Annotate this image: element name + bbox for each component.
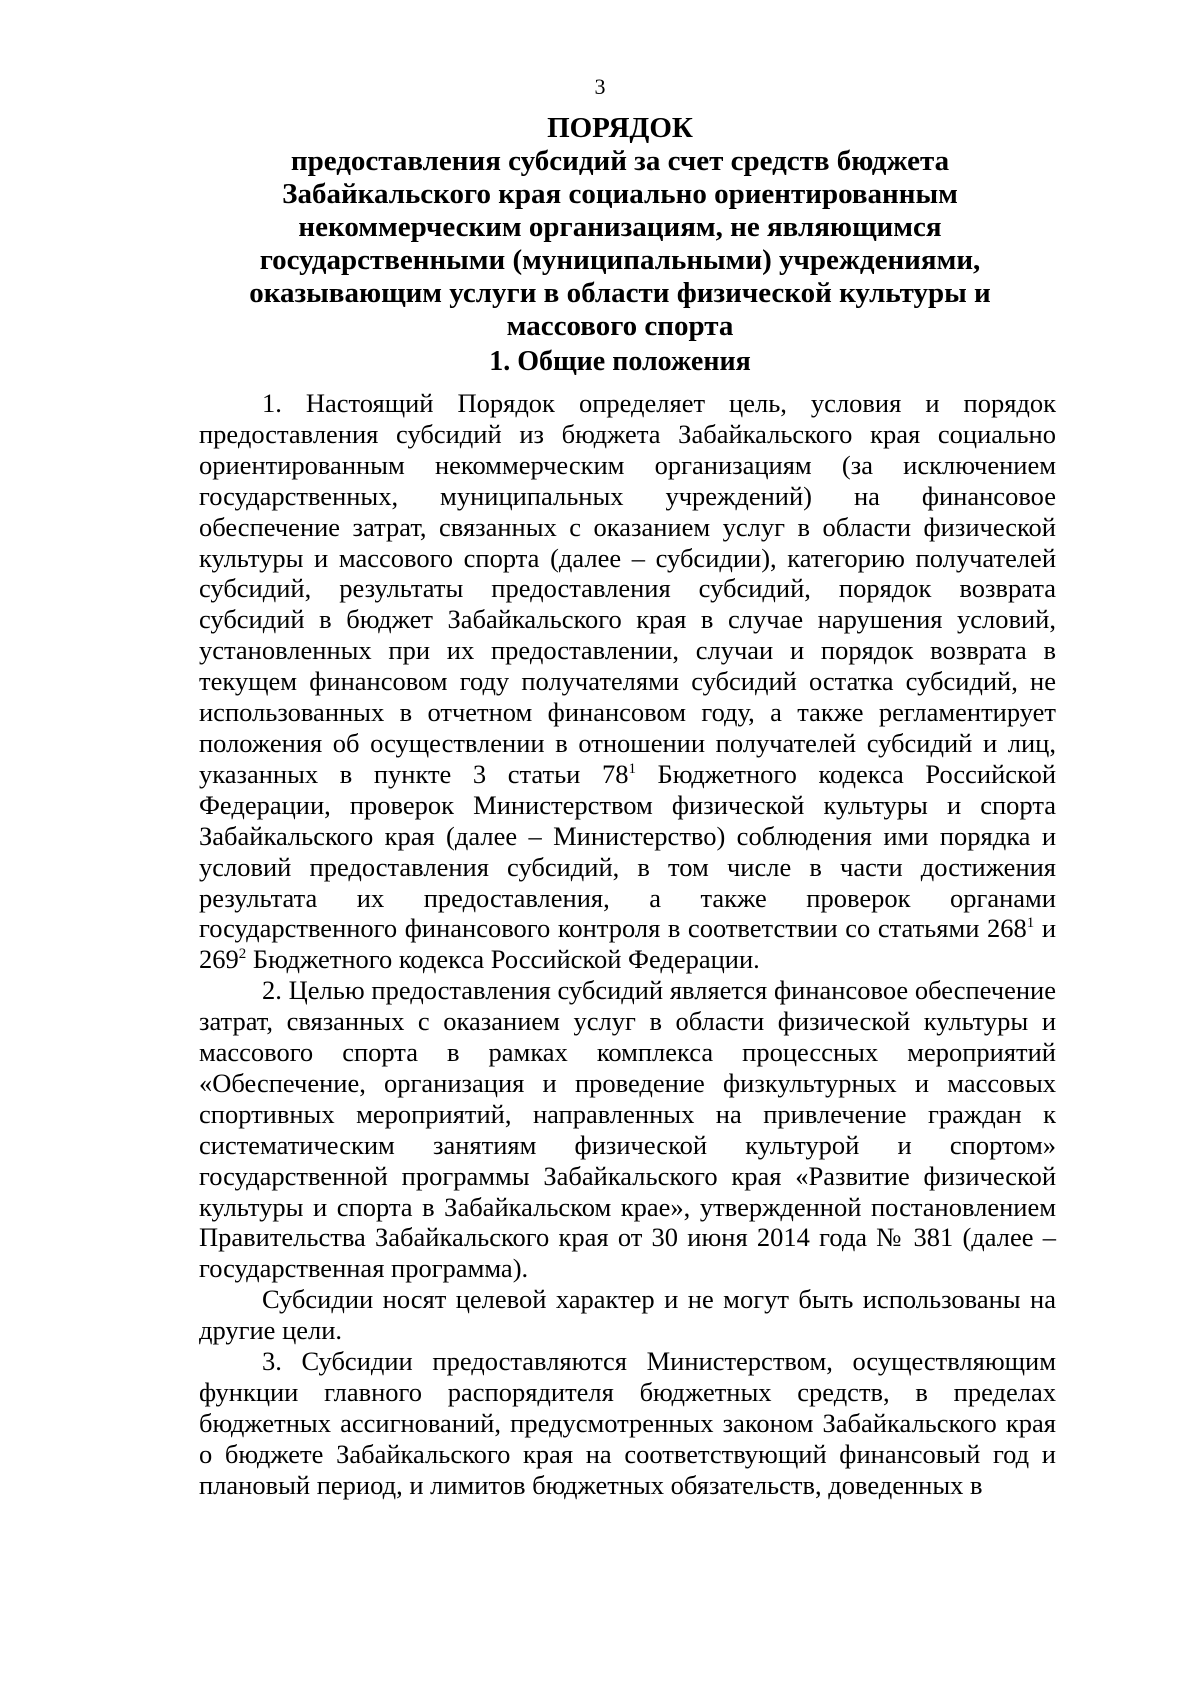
paragraph-4: 3. Субсидии предоставляются Министерством, осуществляющим функции главного распорядителя бюджетных средств, в пределах бюджетных ассигнований, предусмотренных законом Забайкальского края о бюджете Забайкальского края на соответствующий финансовый год и плановый период, и лимитов бюджетных обязательств, доведенных в [199, 1346, 1056, 1500]
paragraph-1-text-b: Бюджетного кодекса Российской Федерации, проверок Министерством физической культуры и спорта Забайкальского края (далее – Министерство) соблюдения ими порядка и условий предоставления субсидий, в том числе в части достижения результата их предоставления, а также проверок органами государственного финансового контроля в соответствии со статьями 268 [199, 758, 1057, 944]
document-body [199, 388, 1056, 1501]
paragraph-1 [199, 388, 1056, 975]
superscript-268-1: 1 [1026, 915, 1035, 932]
page-number: 3 [594, 74, 606, 99]
paragraph-3: Субсидии носят целевой характер и не могут быть использованы на другие цели. [199, 1284, 1056, 1346]
paragraph-2: 2. Целью предоставления субсидий является финансовое обеспечение затрат, связанных с оказанием услуг в области физической культуры и массового спорта в рамках комплекса процессных мероприятий «Обеспечение, организация и проведение физкультурных и массовых спортивных мероприятий, направленных на привлечение граждан к систематическим занятиям физической культурой и спортом» государственной программы Забайкальского края «Развитие физической культуры и спорта в Забайкальском крае», утвержденной постановлением Правительства Забайкальского края от 30 июня 2014 года № 381 (далее – государственная программа). [199, 975, 1056, 1284]
title-main: ПОРЯДОК [547, 112, 693, 144]
superscript-78-1: 1 [628, 760, 636, 777]
title-subtitle: предоставления субсидий за счет средств бюджета Забайкальского края социально ориентированным некоммерческим организациям, не являющимся государственными (муниципальными) учреждениями, оказывающим услуги в области физической культуры и массового спорта [249, 145, 991, 342]
paragraph-1-text-c: и 269 [199, 913, 1056, 975]
paragraph-1-text-a: 1. Настоящий Порядок определяет цель, условия и порядок предоставления субсидий из бюджета Забайкальского края социально ориентированным некоммерческим организациям (за исключением государственных, муниципальных учреждений) на финансовое обеспечение затрат, связанных с оказанием услуг в области физической культуры и массового спорта (далее – субсидии), категорию получателей субсидий, результаты предоставления субсидий, порядок возврата субсидий в бюджет Забайкальского края в случае нарушения условий, установленных при их предоставлении, случаи и порядок возврата в текущем финансовом году получателями субсидий остатка субсидий, не использованных в отчетном финансовом году, а также регламентирует положения об осуществлении в отношении получателей субсидий и лиц, указанных в пункте 3 статьи 78 [199, 388, 1056, 789]
superscript-269-2: 2 [238, 946, 247, 963]
paragraph-1-text-d: Бюджетного кодекса Российской Федерации. [246, 944, 760, 975]
section-heading: 1. Общие положения [489, 346, 751, 377]
document-title [190, 112, 1050, 343]
